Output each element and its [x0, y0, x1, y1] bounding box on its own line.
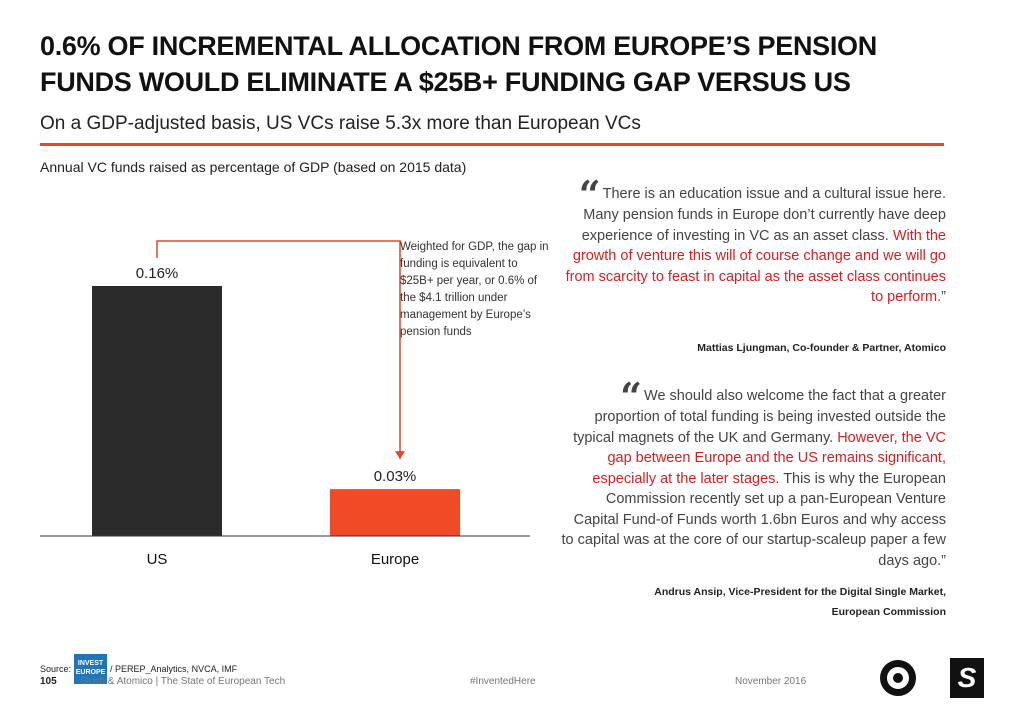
- bar-chart: [30, 180, 550, 580]
- quote-ljungman-text: There is an education issue and a cultural issue here. Many pension funds in Europe don’t currently have deep experience of investing in VC as an asset class.: [581, 186, 946, 244]
- page-number: 105: [40, 676, 57, 687]
- data-label-us: 0.16%: [135, 265, 179, 282]
- quote-ansip-tail: This is why the European Commission recently set up a pan-European Venture Capital Fund-of Funds worth 1.6bn Euros and why access to capital was at the core of our startup-scaleup paper a few days ago.”: [561, 470, 946, 569]
- quote-ljungman-highlight: With the growth of venture this will of course change and we will go from scarcity to feast in capital as the asset class continues to perform.: [565, 227, 946, 305]
- publication-name: Slush & Atomico | The State of European Tech: [80, 676, 286, 687]
- quote-ansip-highlight: However, the VC gap between Europe and the US remains significant, especially at the later stages.: [592, 429, 946, 487]
- category-label-europe: Europe: [370, 551, 420, 568]
- source-text: / PEREP_Analytics, NVCA, IMF: [110, 664, 238, 674]
- category-label-us: US: [146, 551, 168, 568]
- bar-europe: [330, 489, 460, 536]
- quote-ansip-attribution: [560, 582, 946, 622]
- gap-arrow-icon: [395, 451, 405, 459]
- gap-annotation: Weighted for GDP, the gap in funding is equivalent to $25B+ per year, or 0.6% of the $4.1 trillion under management by Europe’s pension funds: [400, 241, 549, 338]
- hashtag: #InventedHere: [470, 676, 536, 687]
- invest-europe-logo: INVEST EUROPE: [74, 654, 107, 684]
- divider-rule: [40, 143, 944, 146]
- slush-logo-icon: [880, 660, 916, 696]
- quote-ljungman-tail: ”: [941, 289, 946, 305]
- quote-mark-icon: “: [620, 374, 643, 419]
- quote-ljungman-attribution: Mattias Ljungman, Co-founder & Partner, Atomico: [697, 342, 946, 354]
- quote-ljungman: [560, 172, 946, 308]
- page-title: 0.6% OF INCREMENTAL ALLOCATION FROM EUROPE’S PENSION FUNDS WOULD ELIMINATE A $25B+ FUNDING GAP VERSUS US: [40, 31, 877, 97]
- quote-ansip-attribution-line2: European Commission: [831, 606, 946, 618]
- atomico-logo-icon: S: [950, 658, 984, 698]
- data-label-europe: 0.03%: [373, 468, 417, 486]
- quote-mark-icon: “: [578, 172, 601, 217]
- quote-ansip-text: We should also welcome the fact that a greater proportion of total funding is being invested outside the typical magnets of the UK and Germany.: [573, 388, 946, 446]
- quote-ansip: [560, 374, 946, 571]
- page-subtitle: On a GDP-adjusted basis, US VCs raise 5.3x more than European VCs: [40, 113, 641, 134]
- bar-us: [92, 286, 222, 536]
- quote-ansip-attribution-line1: Andrus Ansip, Vice-President for the Digital Single Market,: [654, 586, 946, 598]
- chart-title: Annual VC funds raised as percentage of GDP (based on 2015 data): [40, 159, 467, 175]
- source-label: Source:: [40, 664, 72, 674]
- publication-date: November 2016: [735, 676, 807, 687]
